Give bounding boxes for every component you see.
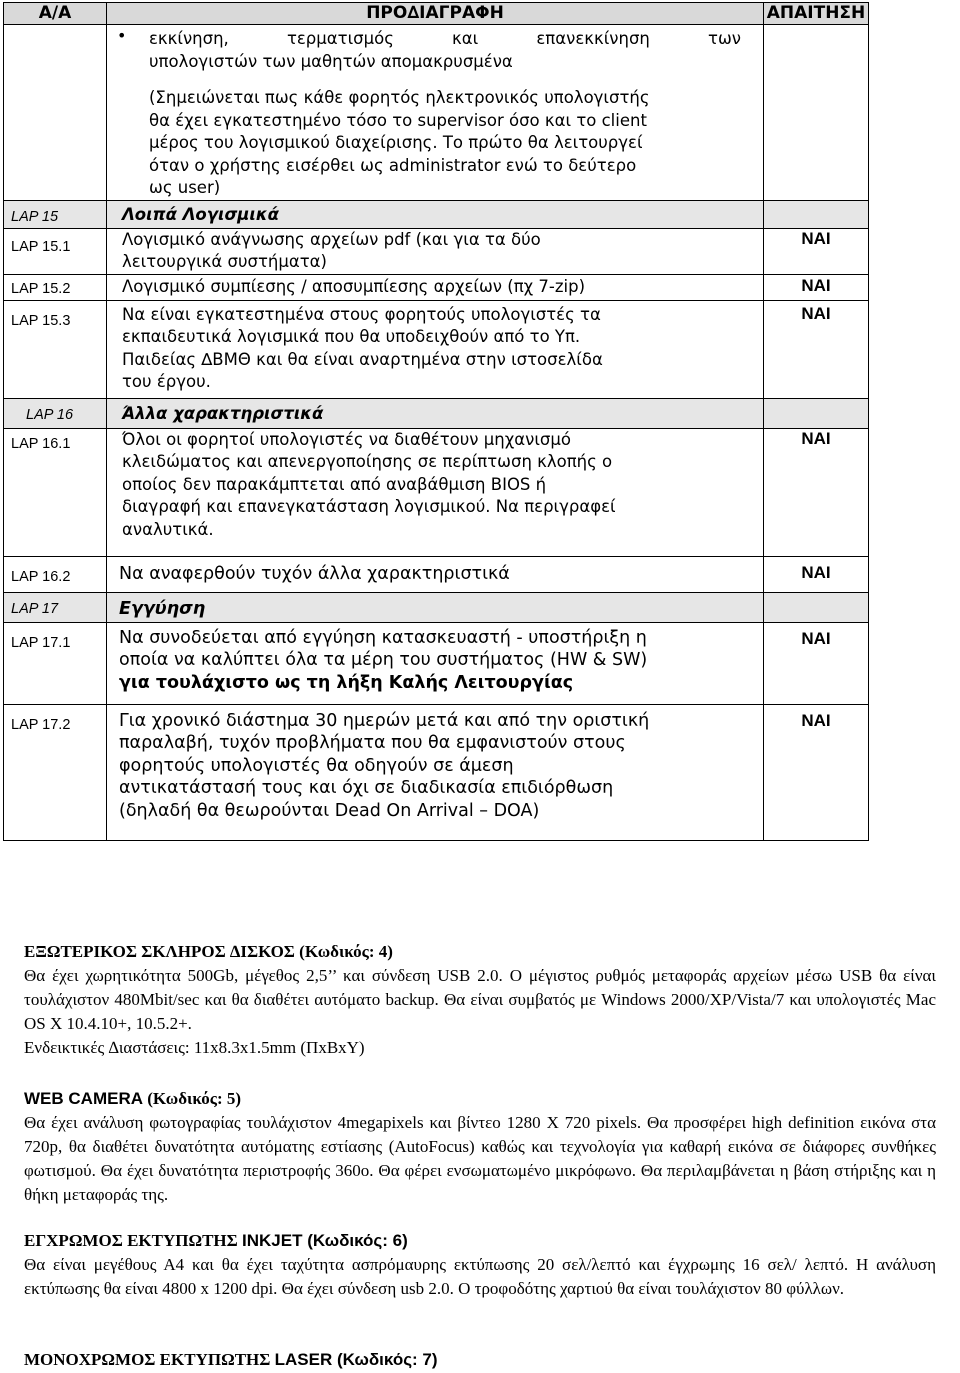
spec-table: [3, 2, 869, 841]
section-paragraph: Θα έχει χωρητικότητα 500Gb, μέγεθος 2,5’’ και σύνδεση USB 2.0. Ο μέγιστος ρυθμός μεταφοράς αρχείων μέσω USB θα είναι τουλάχιστον 480Mbit/sec και θα διαθέτει αυτόματο backup. Θα είναι συμβατός με Windows 2000/XP/Vista/7 και υπολογιστές Mac OS X 10.4.10+, 10.5.2+.: [24, 966, 936, 1033]
description-line: εκπαιδευτικά λογισμικά που θα υποδειχθούν από το Υπ.: [122, 327, 581, 346]
table-row-continuation: [4, 25, 869, 201]
section-heading: [24, 940, 936, 964]
section-heading: [24, 1348, 936, 1372]
header-requirement: ΑΠΑΙΤΗΣΗ: [764, 3, 869, 25]
description-line: Για χρονικό διάστημα 30 ημερών μετά και από την οριστική: [119, 710, 650, 731]
section-paragraph: Ενδεικτικές ∆ιαστάσεις: 11x8.3x1.5mm (ΠxΒxΥ): [24, 1038, 365, 1057]
description-line: Να είναι εγκατεστημένα στους φορητούς υπολογιστές τα: [122, 304, 601, 324]
description-line: κλειδώματος και απενεργοποίησης σε περίπτωση κλοπής ο: [122, 452, 613, 471]
description-line: (δηλαδή θα θεωρούνται Dead On Arrival – DOA): [119, 800, 540, 821]
note-line: ως user): [149, 178, 221, 197]
requirement-value: ΝΑΙ: [801, 428, 831, 448]
section-title: Άλλα χαρακτηριστικά: [122, 403, 324, 423]
heading-text: ΕΓΧΡΩΜΟΣ ΕΚΤΥΠΩΤΗΣ: [24, 1231, 243, 1250]
bullet-item: [107, 25, 763, 73]
description-line: φορητούς υπολογιστές θα οδηγούν σε άμεση: [119, 755, 514, 776]
requirement-value: ΝΑΙ: [801, 628, 831, 648]
requirement-value: ΝΑΙ: [801, 710, 831, 730]
section-title: Λοιπά Λογισμικά: [122, 204, 279, 224]
row-id: LAP 15.3: [11, 312, 71, 329]
description-line: του έργου.: [122, 372, 211, 391]
row-id: LAP 17.2: [11, 716, 71, 733]
row-id: LAP 15: [11, 208, 59, 225]
description-line: αντικατάστασή τους και όχι σε διαδικασία επιδιόρθωση: [119, 778, 614, 798]
row-description: Να αναφερθούν τυχόν άλλα χαρακτηριστικά: [119, 563, 510, 584]
section-external-hdd: [24, 940, 936, 1060]
section-paragraph: Θα είναι μεγέθους Α4 και θα έχει ταχύτητα ασπρόμαυρης εκτύπωσης 20 σελ/λεπτό και έγχρωμης 16 σελ/ λεπτό. Η ανάλυση εκτύπωσης θα είναι 4800 x 1200 dpi. Θα έχει σύνδεση usb 2.0. Ο τροφοδότης χαρτιού θα είναι τουλάχιστον 80 φύλλων.: [24, 1255, 936, 1298]
description-line: παραλαβή, τυχόν προβλήματα που θα εμφανιστούν στους: [119, 733, 626, 753]
row-id: LAP 16.2: [11, 568, 71, 585]
description-line: Λογισμικό ανάγνωσης αρχείων pdf (και για τα δύο: [122, 229, 541, 249]
row-id: LAP 17: [11, 600, 59, 617]
description-line: Παιδείας ∆ΒΜΘ και θα είναι αναρτημένα στην ιστοσελίδα: [122, 349, 603, 369]
table-row: [4, 274, 869, 300]
table-row: [4, 428, 869, 556]
section-mono-laser: [24, 1348, 936, 1372]
table-header-row: [4, 3, 869, 25]
table-row-section: [4, 200, 869, 228]
note-line: όταν ο χρήστης εισέρθει ως administrator ενώ το δεύτερο: [149, 155, 637, 175]
description-line: λειτουργικά συστήματα): [122, 252, 327, 271]
requirement-value: ΝΑΙ: [801, 275, 831, 295]
table-row: [4, 228, 869, 274]
row-description: Λογισμικό συμπίεσης / αποσυμπίεσης αρχείων (πχ 7-zip): [122, 276, 586, 296]
heading-text: ΜΟΝΟΧΡΩΜΟΣ ΕΚΤΥΠΩΤΗΣ: [24, 1350, 275, 1369]
bullet-line: υπολογιστών των μαθητών απομακρυσμένα: [149, 51, 513, 71]
row-description: [107, 429, 763, 542]
heading-text: ΕΞΩΤΕΡΙΚΟΣ ΣΚΛΗΡΟΣ ∆ΙΣΚΟΣ (Κωδικός: 4): [24, 942, 393, 961]
row-id: LAP 15.2: [11, 280, 71, 297]
row-id: LAP 17.1: [11, 634, 71, 651]
heading-code: INKJET (Κωδικός: 6): [242, 1231, 408, 1250]
row-description: [107, 301, 763, 394]
row-id: LAP 16.1: [11, 435, 71, 452]
section-paragraph: Θα έχει ανάλυση φωτογραφίας τουλάχιστον 4megapixels και βίντεο 1280 X 720 pixels. Θα προσφέρει high definition εικόνα στα 720p, θα διαθέτει δυνατότητα αυτόματης εστίασης (AutoFocus) καθώς και τεχνολογία για καθαρή εικόνα σε διάφορες συνθήκες φωτισμού. Θα έχει δυνατότητα περιστροφής 360ο. Θα φέρει ενσωματωμένο μικρόφωνο. Θα περιλαμβάνεται η βάση στήριξης και η θήκη μεταφοράς της.: [24, 1113, 936, 1204]
row-description: [107, 705, 763, 823]
section-color-inkjet: [24, 1229, 936, 1301]
requirement-value: ΝΑΙ: [801, 562, 831, 582]
description-line: οποίος δεν παρακάμπτεται από αναβάθμιση BIOS ή: [122, 474, 547, 494]
description-line: διαγραφή και επανεγκατάσταση λογισμικού. Να περιγραφεί: [122, 497, 616, 516]
note-line: θα έχει εγκατεστημένο τόσο το supervisor όσο και το client: [149, 110, 647, 130]
row-description: [107, 623, 763, 695]
table-row: [4, 300, 869, 398]
header-spec: ΠΡΟ∆ΙΑΓΡΑΦΗ: [107, 3, 764, 25]
table-row-section: [4, 592, 869, 622]
table-row-section: [4, 398, 869, 428]
row-id: LAP 15.1: [11, 238, 71, 255]
description-line: αναλυτικά.: [122, 519, 214, 539]
table-row: [4, 556, 869, 592]
table-row: [4, 622, 869, 704]
header-id: Α/Α: [4, 3, 107, 25]
heading-text: WEB CAMERA: [24, 1089, 143, 1108]
row-id: LAP 16: [26, 406, 74, 423]
description-line: Να συνοδεύεται από εγγύηση κατασκευαστή - υποστήριξη η: [119, 627, 647, 648]
note-line: (Σημειώνεται πως κάθε φορητός ηλεκτρονικός υπολογιστής: [149, 88, 650, 107]
description-line: Όλοι οι φορητοί υπολογιστές να διαθέτουν μηχανισμό: [122, 429, 571, 449]
note-line: μέρος του λογισμικού διαχείρισης. Το πρώτο θα λειτουργεί: [149, 133, 643, 152]
description-line-bold: για τουλάχιστο ως τη λήξη Καλής Λειτουργίας: [119, 672, 574, 693]
row-description: [107, 229, 763, 274]
bullet-line: • εκκίνηση, τερματισμός και επανεκκίνηση των: [149, 29, 741, 48]
section-web-camera: [24, 1087, 936, 1207]
heading-code: LASER (Κωδικός: 7): [274, 1350, 438, 1369]
description-line: οποία να καλύπτει όλα τα μέρη του συστήματος (HW & SW): [119, 650, 648, 670]
requirement-value: ΝΑΙ: [801, 303, 831, 323]
section-heading: [24, 1229, 936, 1253]
heading-code: (Κωδικός: 5): [143, 1089, 242, 1108]
requirement-value: ΝΑΙ: [801, 228, 831, 248]
section-title: Εγγύηση: [119, 598, 206, 619]
supervisor-note: [107, 73, 763, 200]
table-row: [4, 704, 869, 840]
section-heading: [24, 1087, 936, 1111]
